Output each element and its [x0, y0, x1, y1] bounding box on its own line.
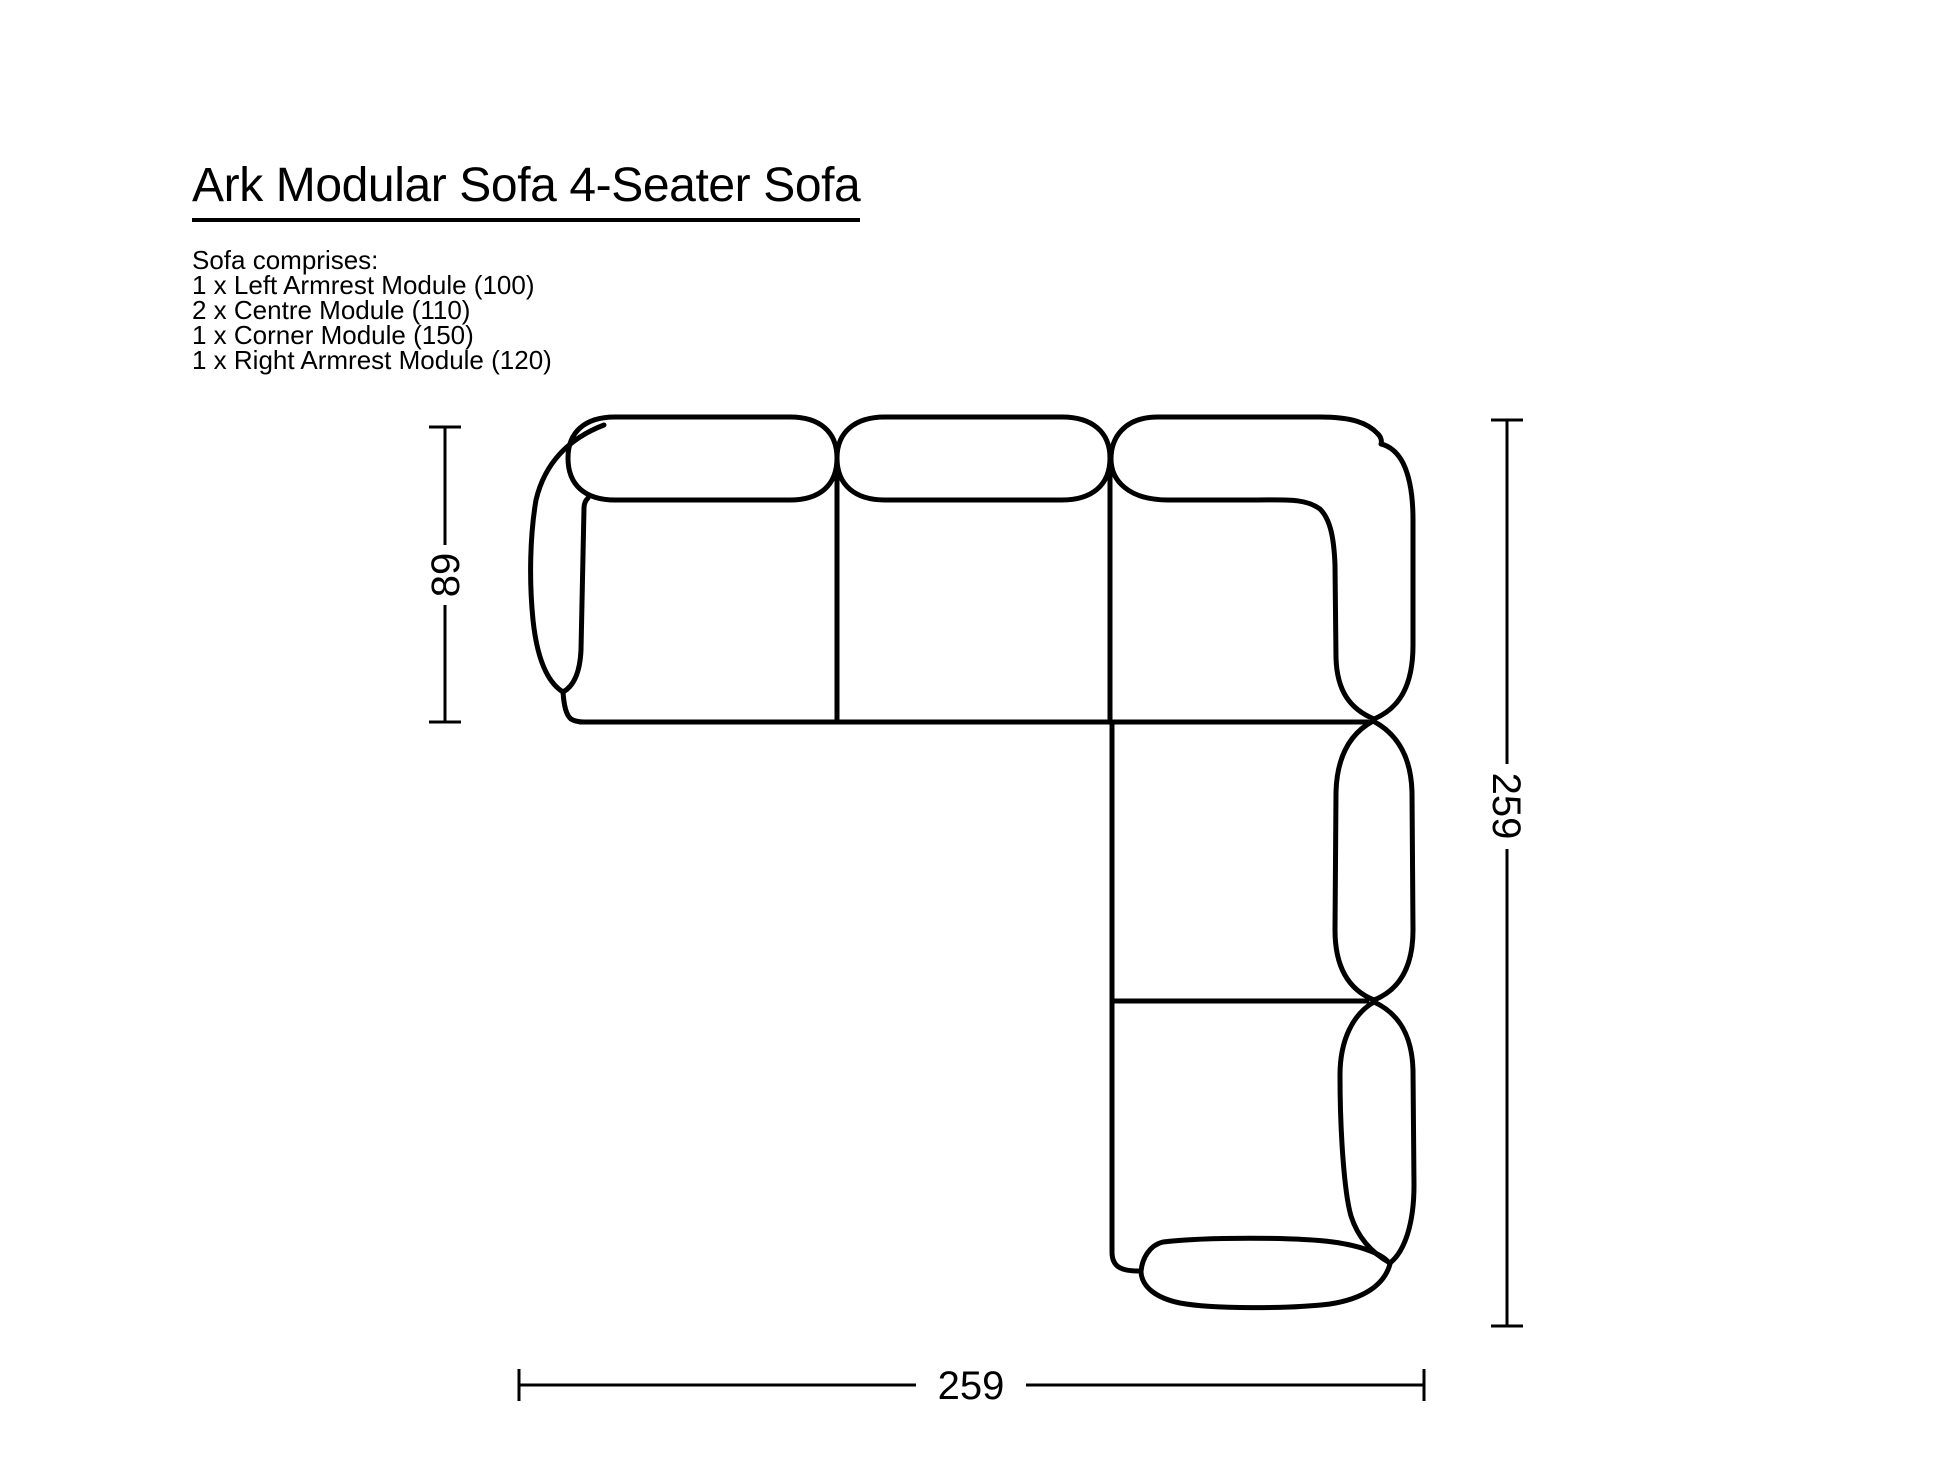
- left-armrest-stem: [563, 692, 584, 722]
- side-cushion-upper: [1335, 721, 1413, 1000]
- dimension-annotations: [429, 420, 1523, 1401]
- right-armrest-bolster: [1141, 1238, 1390, 1307]
- side-cushion-lower: [1340, 1002, 1414, 1263]
- bottom-dimension-label: 259: [937, 1364, 1005, 1408]
- list-item: 1 x Left Armrest Module (100): [192, 270, 535, 300]
- corner-back-cushion: [1111, 417, 1413, 719]
- left-dimension-label: 89: [424, 552, 468, 598]
- list-item: 1 x Corner Module (150): [192, 320, 474, 350]
- composition-heading: Sofa comprises:: [192, 245, 379, 275]
- column-left-edge: [1112, 724, 1138, 1271]
- sofa-outline: [531, 417, 1414, 1308]
- list-item: 2 x Centre Module (110): [192, 295, 471, 325]
- back-cushion-2: [837, 417, 1110, 500]
- page-title: Ark Modular Sofa 4-Seater Sofa: [192, 162, 860, 222]
- right-dimension-label: 259: [1484, 772, 1528, 840]
- list-item: 1 x Right Armrest Module (120): [192, 345, 552, 375]
- back-cushion-1: [568, 417, 837, 500]
